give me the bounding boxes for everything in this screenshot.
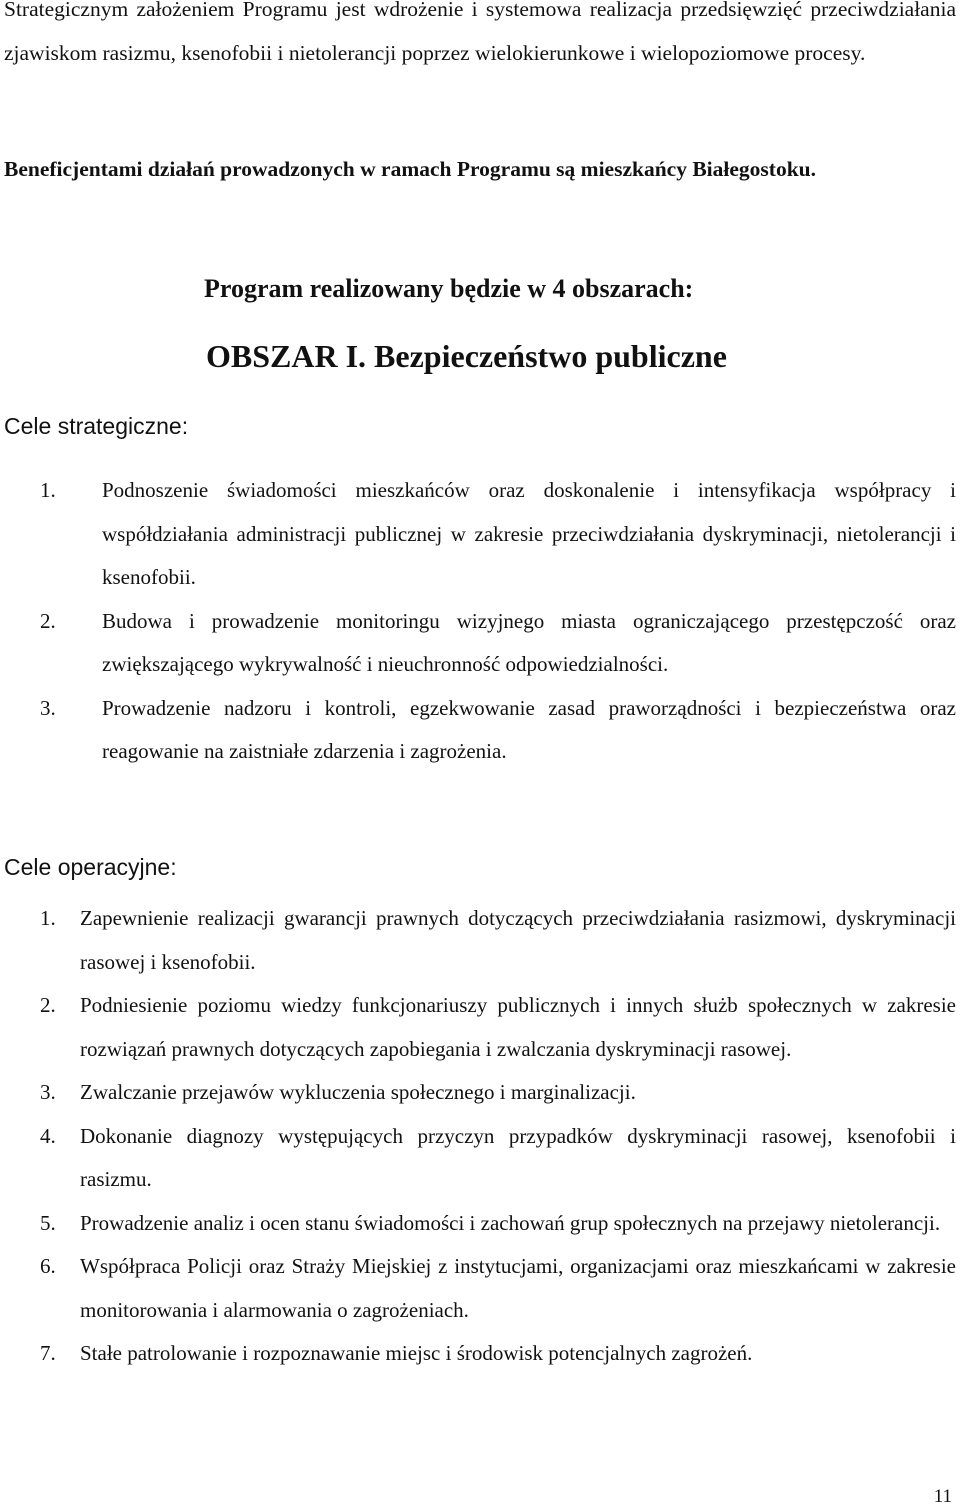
item-text: Stałe patrolowanie i rozpoznawanie miejsc i środowisk potencjalnych zagrożeń.	[80, 1341, 753, 1365]
item-number: 1.	[40, 478, 56, 502]
operational-goals-label: Cele operacyjne:	[4, 854, 177, 880]
beneficiaries-paragraph: Beneficjentami działań prowadzonych w ramach Programu są mieszkańcy Białegostoku.	[4, 157, 816, 181]
item-text: Zapewnienie realizacji gwarancji prawnych dotyczących przeciwdziałania rasizmowi, dyskryminacji rasowej i ksenofobii.	[80, 906, 956, 974]
list-item	[40, 1202, 956, 1246]
item-number: 3.	[40, 1080, 56, 1104]
item-text: Dokonanie diagnozy występujących przyczyn przypadków dyskryminacji rasowej, ksenofobii i rasizmu.	[80, 1123, 956, 1191]
item-number: 4.	[40, 1123, 56, 1148]
list-item	[40, 984, 956, 1071]
page-number: 11	[933, 1486, 952, 1507]
item-text: Zwalczanie przejawów wykluczenia społecznego i marginalizacji.	[80, 1080, 636, 1104]
item-number: 1.	[40, 906, 56, 930]
item-text: Prowadzenie analiz i ocen stanu świadomości i zachowań grup społecznych na przejawy nietolerancji.	[80, 1210, 941, 1235]
item-number: 2.	[40, 993, 56, 1017]
strategic-goals-list	[40, 469, 956, 774]
item-text: Budowa i prowadzenie monitoringu wizyjnego miasta ograniczającego przestępczość oraz zwiększającego wykrywalność i nieuchronność odpowiedzialności.	[102, 608, 956, 676]
item-number: 6.	[40, 1254, 56, 1278]
item-text: Podniesienie poziomu wiedzy funkcjonariuszy publicznych i innych służb społecznych w zakresie rozwiązań prawnych dotyczących zapobiegania i zwalczania dyskryminacji rasowej.	[80, 993, 956, 1061]
list-item	[40, 687, 956, 774]
list-item	[40, 600, 956, 687]
item-number: 7.	[40, 1341, 56, 1365]
area-heading: OBSZAR I. Bezpieczeństwo publiczne	[206, 338, 727, 374]
program-heading: Program realizowany będzie w 4 obszarach:	[204, 274, 694, 303]
list-item	[40, 1115, 956, 1202]
item-text: Prowadzenie nadzoru i kontroli, egzekwowanie zasad praworządności i bezpieczeństwa oraz reagowanie na zaistniałe zdarzenia i zagrożenia.	[102, 695, 956, 763]
list-item	[40, 1332, 956, 1376]
list-item	[40, 897, 956, 984]
list-item	[40, 1071, 956, 1115]
operational-goals-list	[40, 897, 956, 1376]
list-item	[40, 1245, 956, 1332]
item-number: 3.	[40, 695, 56, 720]
item-text: Podnoszenie świadomości mieszkańców oraz doskonalenie i intensyfikacja współpracy i współdziałania administracji publicznej w zakresie przeciwdziałania dyskryminacji, nietolerancji i ksenofobii.	[102, 478, 956, 589]
item-number: 5.	[40, 1210, 56, 1235]
item-number: 2.	[40, 608, 56, 633]
item-text: Współpraca Policji oraz Straży Miejskiej z instytucjami, organizacjami oraz mieszkańcami w zakresie monitorowania i alarmowania o zagrożeniach.	[80, 1254, 956, 1322]
strategic-goals-label: Cele strategiczne:	[4, 413, 189, 439]
intro-paragraph: Strategicznym założeniem Programu jest wdrożenie i systemowa realizacja przedsięwzięć przeciwdziałania zjawiskom rasizmu, ksenofobii i nietolerancji poprzez wielokierunkowe i wielopoziomowe procesy.	[4, 0, 956, 65]
list-item	[40, 469, 956, 600]
